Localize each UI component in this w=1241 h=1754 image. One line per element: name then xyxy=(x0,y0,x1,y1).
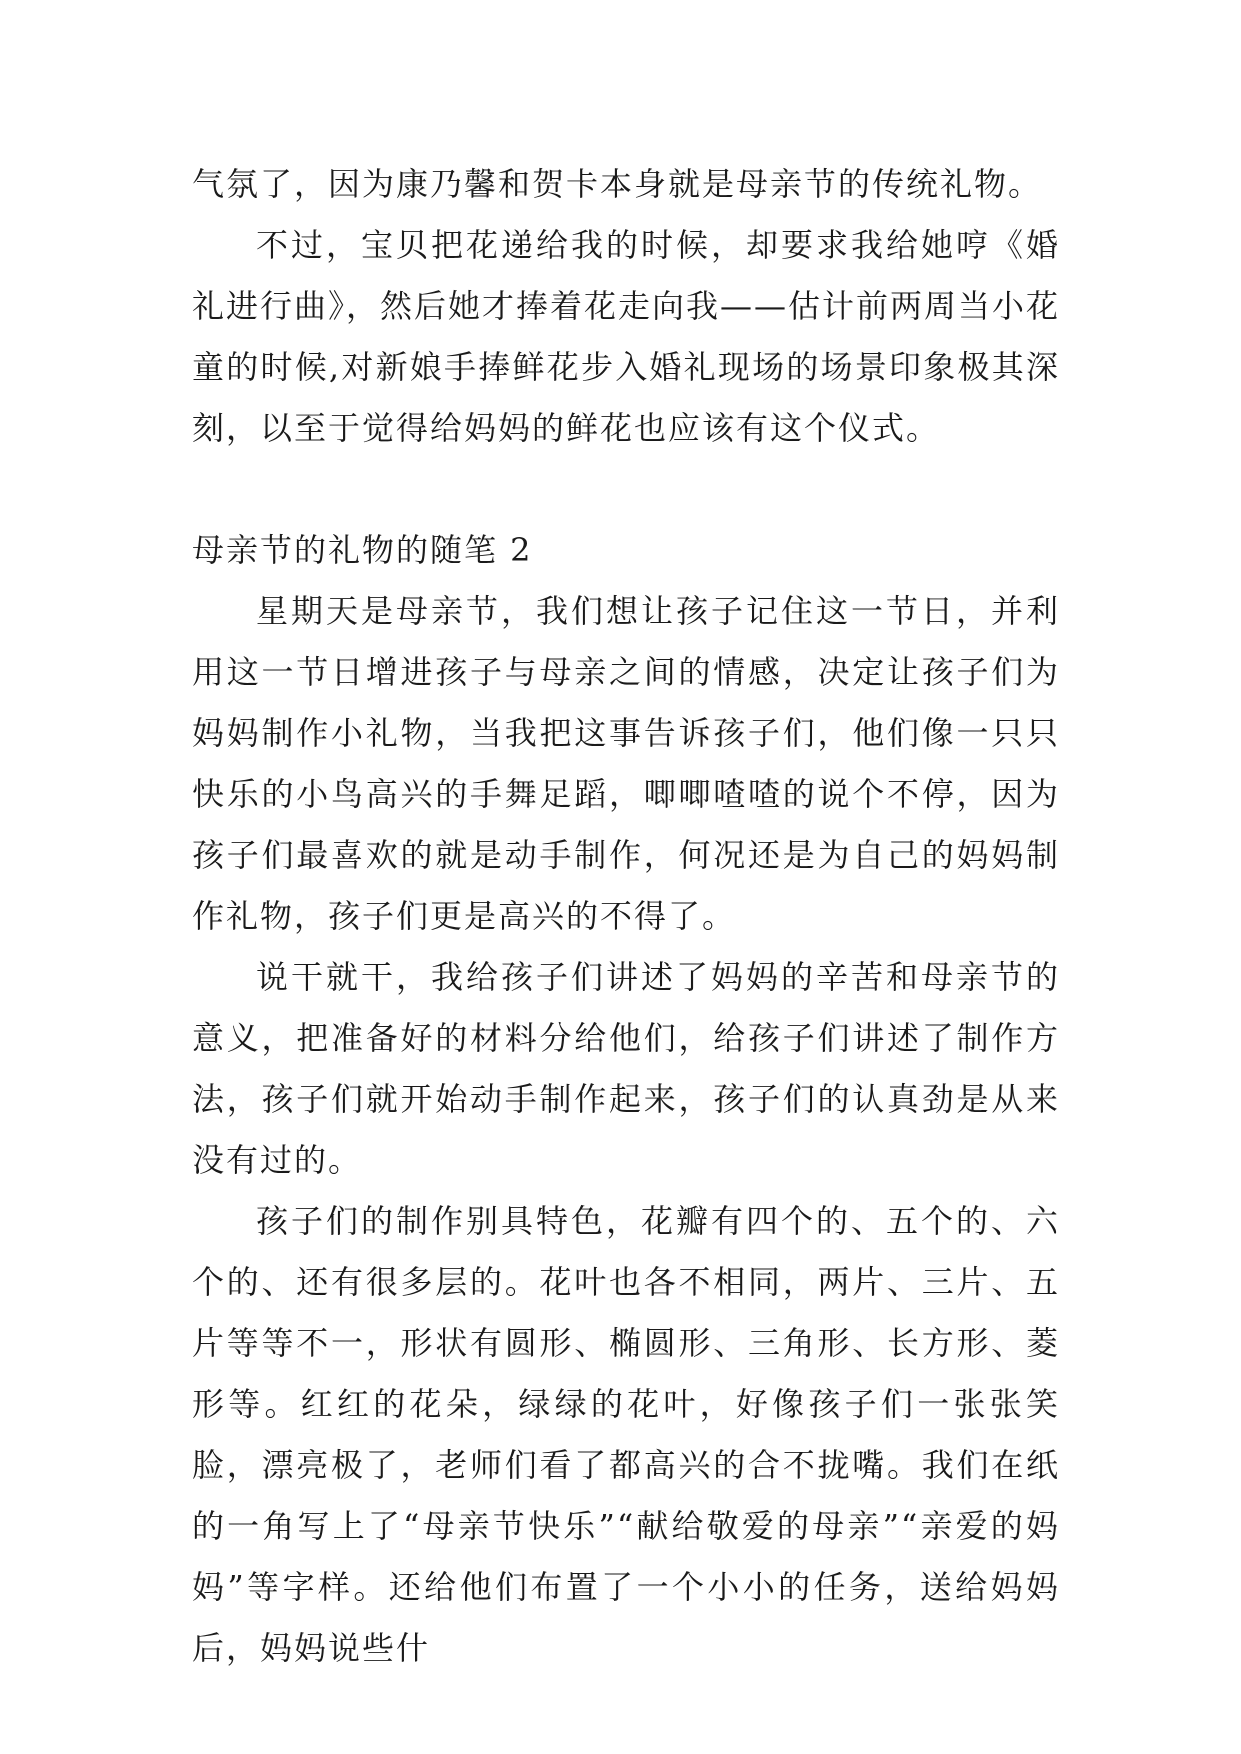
document-body xyxy=(192,154,1060,1679)
paragraph-start-making: 说干就干，我给孩子们讲述了妈妈的辛苦和母亲节的意义，把准备好的材料分给他们，给孩子们讲述了制作方法，孩子们就开始动手制作起来，孩子们的认真劲是从来没有过的。 xyxy=(192,958,1060,1179)
paragraph-mothers-day-plan: 星期天是母亲节，我们想让孩子记住这一节日，并利用这一节日增进孩子与母亲之间的情感，决定让孩子们为妈妈制作小礼物，当我把这事告诉孩子们，他们像一只只快乐的小鸟高兴的手舞足蹈，唧唧喳喳的说个不停，因为孩子们最喜欢的就是动手制作，何况还是为自己的妈妈制作礼物，孩子们更是高兴的不得了。 xyxy=(192,592,1060,935)
paragraph-flower-details: 孩子们的制作别具特色，花瓣有四个的、五个的、六个的、还有很多层的。花叶也各不相同，两片、三片、五片等等不一，形状有圆形、椭圆形、三角形、长方形、菱形等。红红的花朵，绿绿的花叶，好像孩子们一张张笑脸，漂亮极了，老师们看了都高兴的合不拢嘴。我们在纸的一角写上了“母亲节快乐”“献给敬爱的母亲”“亲爱的妈妈”等字样。还给他们布置了一个小小的任务，送给妈妈后，妈妈说些什 xyxy=(192,1202,1060,1667)
paragraph-continuation: 气氛了，因为康乃馨和贺卡本身就是母亲节的传统礼物。 xyxy=(192,165,1043,203)
section-title: 母亲节的礼物的随笔 2 xyxy=(192,531,533,569)
paragraph-wedding-march: 不过，宝贝把花递给我的时候，却要求我给她哼《婚礼进行曲》，然后她才捧着花走向我——估计前两周当小花童的时候,对新娘手捧鲜花步入婚礼现场的场景印象极其深刻，以至于觉得给妈妈的鲜花也应该有这个仪式。 xyxy=(192,226,1061,447)
